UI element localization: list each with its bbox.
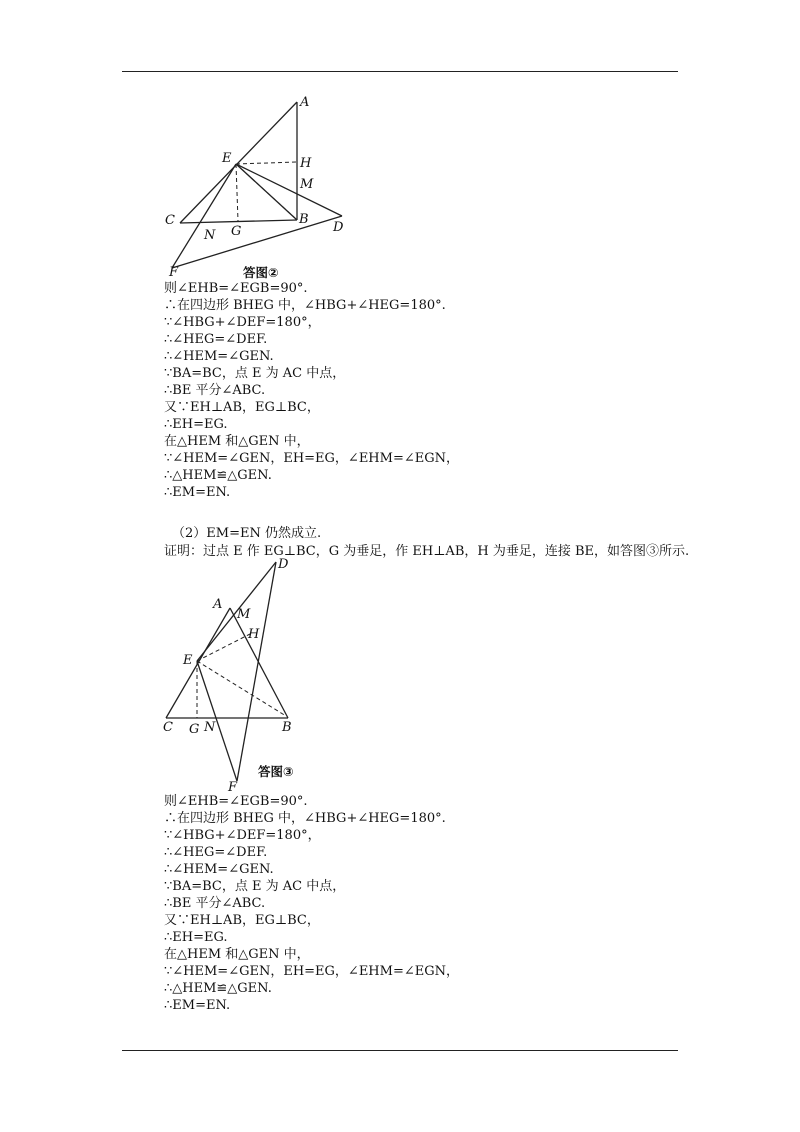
proof-1-line: ∴△HEM≌△GEN.	[164, 468, 272, 483]
label-M: M	[237, 607, 251, 622]
proof-2-line: ∴BE 平分∠ABC.	[164, 896, 266, 911]
label-D: D	[278, 557, 289, 572]
proof-2-line: 在△HEM 和△GEN 中，	[164, 947, 310, 962]
label-H: H	[300, 156, 312, 171]
label-E: E	[183, 653, 193, 668]
proof-2-line: ∵BA=BC，点 E 为 AC 中点，	[164, 879, 346, 894]
figure-3	[160, 556, 310, 796]
label-G: G	[189, 722, 200, 737]
proof-2-line: ∴EH=EG.	[164, 930, 228, 945]
proof-2-line: ∵∠HEM=∠GEN，EH=EG，∠EHM=∠EGN，	[164, 964, 459, 979]
proof-1-line: ∴EM=EN.	[164, 485, 231, 500]
label-E: E	[222, 151, 232, 166]
part-2-proof-statement: 证明：过点 E 作 EG⊥BC，G 为垂足，作 EH⊥AB，H 为垂足，连接 BE，如答图③所示.	[164, 544, 690, 559]
proof-2-line: ∴△HEM≌△GEN.	[164, 981, 272, 996]
figure-2-diagram	[160, 92, 360, 282]
proof-2-line: ∴∠HEG=∠DEF.	[164, 845, 268, 860]
label-N: N	[204, 228, 216, 243]
figure-3-caption: 答图③	[258, 764, 294, 779]
label-B: B	[299, 212, 309, 227]
figure-3-diagram	[160, 556, 310, 796]
proof-1-line: 则∠EHB=∠EGB=90°.	[164, 281, 308, 296]
proof-2-line: 则∠EHB=∠EGB=90°.	[164, 794, 308, 809]
label-B: B	[282, 720, 292, 735]
proof-1-line: ∴EH=EG.	[164, 417, 228, 432]
proof-1-line: ∴在四边形 BHEG 中，∠HBG+∠HEG=180°.	[164, 298, 446, 313]
proof-2-line: ∴∠HEM=∠GEN.	[164, 862, 274, 877]
proof-2-line: ∵∠HBG+∠DEF=180°，	[164, 828, 321, 843]
label-M: M	[300, 177, 314, 192]
label-H: H	[248, 627, 260, 642]
proof-1-line: ∵BA=BC，点 E 为 AC 中点，	[164, 366, 346, 381]
proof-1-line: 又∵EH⊥AB，EG⊥BC，	[164, 400, 320, 415]
proof-1-line: ∵∠HBG+∠DEF=180°，	[164, 315, 321, 330]
proof-1-line: ∴∠HEG=∠DEF.	[164, 332, 268, 347]
proof-1-line: ∴∠HEM=∠GEN.	[164, 349, 274, 364]
label-D: D	[333, 220, 344, 235]
label-F: F	[228, 780, 238, 795]
label-G: G	[231, 224, 242, 239]
label-A: A	[300, 95, 310, 110]
proof-2-line: 又∵EH⊥AB，EG⊥BC，	[164, 913, 320, 928]
proof-1-line: ∵∠HEM=∠GEN，EH=EG，∠EHM=∠EGN，	[164, 451, 459, 466]
label-A: A	[213, 597, 223, 612]
label-N: N	[204, 720, 216, 735]
proof-1-line: ∴BE 平分∠ABC.	[164, 383, 266, 398]
proof-1-line: 在△HEM 和△GEN 中，	[164, 434, 310, 449]
label-C: C	[165, 213, 175, 228]
header-rule	[122, 71, 678, 72]
figure-2	[160, 92, 360, 282]
figure-2-caption: 答图②	[243, 265, 279, 280]
part-2-title: （2）EM=EN 仍然成立.	[172, 526, 322, 541]
proof-2-line: ∴在四边形 BHEG 中，∠HBG+∠HEG=180°.	[164, 811, 446, 826]
footer-rule	[122, 1050, 678, 1051]
label-F: F	[169, 265, 179, 280]
proof-2-line: ∴EM=EN.	[164, 998, 231, 1013]
label-C: C	[163, 720, 173, 735]
